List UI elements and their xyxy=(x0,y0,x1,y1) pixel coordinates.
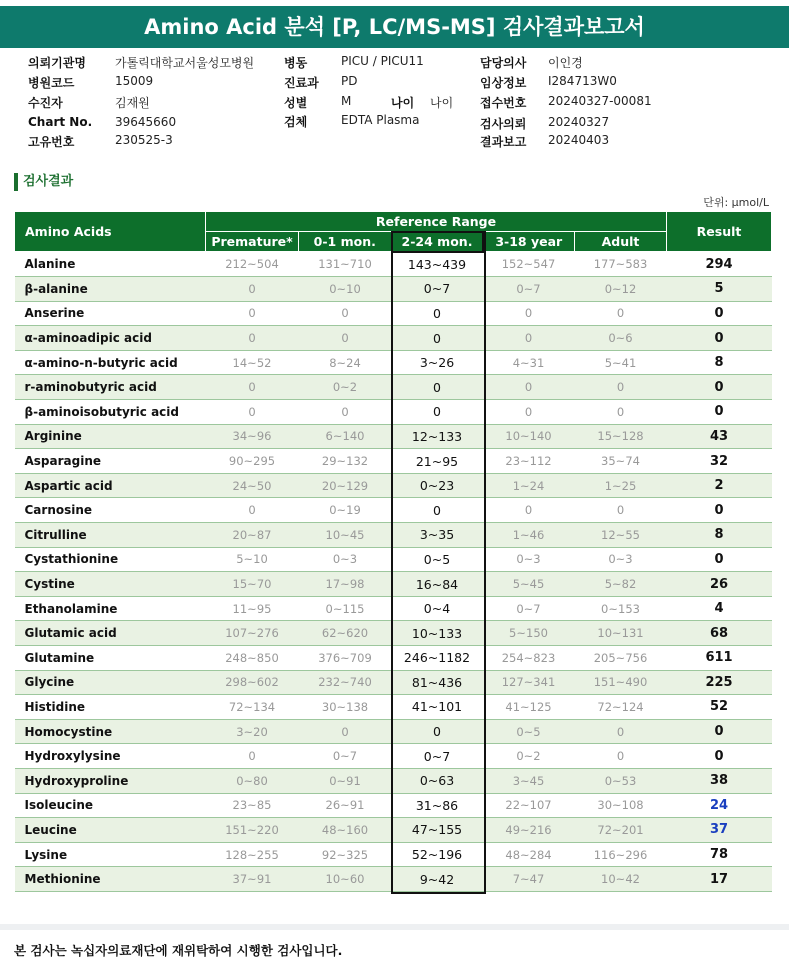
reference-range-cell: 37~91 xyxy=(206,867,299,892)
reference-range-cell: 0 xyxy=(206,498,299,523)
amino-acid-name: β-alanine xyxy=(15,277,206,302)
reference-range-cell: 0~2 xyxy=(299,375,392,400)
reference-range-cell: 0~7 xyxy=(299,744,392,769)
result-value: 78 xyxy=(667,842,772,867)
amino-acid-name: Homocystine xyxy=(15,719,206,744)
info-value: PD xyxy=(341,74,358,88)
reference-range-cell: 128~255 xyxy=(206,842,299,867)
reference-range-cell: 62~620 xyxy=(299,621,392,646)
amino-acid-name: α-amino-n-butyric acid xyxy=(15,350,206,375)
table-row xyxy=(15,277,772,302)
age-value: 나이 xyxy=(430,96,454,110)
reference-range-cell: 30~108 xyxy=(575,793,667,818)
table-row xyxy=(15,744,772,769)
amino-acid-name: Citrulline xyxy=(15,523,206,548)
reference-range-cell: 212~504 xyxy=(206,252,299,277)
reference-range-cell: 0 xyxy=(299,301,392,326)
info-value: 230525-3 xyxy=(115,133,173,147)
amino-acid-name: Lysine xyxy=(15,842,206,867)
reference-range-cell: 151~490 xyxy=(575,670,667,695)
reference-range-cell: 0 xyxy=(575,744,667,769)
result-value: 17 xyxy=(667,867,772,892)
info-value: M xyxy=(341,94,352,108)
reference-range-cell: 232~740 xyxy=(299,670,392,695)
info-value: 20240403 xyxy=(548,133,610,147)
reference-range-cell: 0~7 xyxy=(483,596,575,621)
reference-range-cell: 0 xyxy=(575,400,667,425)
reference-range-cell: 20~87 xyxy=(206,523,299,548)
reference-range-cell: 29~132 xyxy=(299,449,392,474)
reference-range-cell: 0~7 xyxy=(392,744,483,769)
section-title: 검사결과 xyxy=(14,173,73,191)
info-value: I284713W0 xyxy=(548,74,617,88)
reference-range-cell: 49~216 xyxy=(483,818,575,843)
reference-range-cell: 31~86 xyxy=(392,793,483,818)
table-row xyxy=(15,449,772,474)
reference-range-cell: 1~25 xyxy=(575,473,667,498)
amino-acid-name: Alanine xyxy=(15,252,206,277)
reference-range-cell: 4~31 xyxy=(483,350,575,375)
reference-range-cell: 0~91 xyxy=(299,768,392,793)
result-value: 0 xyxy=(667,719,772,744)
reference-range-cell: 0~6 xyxy=(575,326,667,351)
reference-range-cell: 34~96 xyxy=(206,424,299,449)
info-label: 병동 xyxy=(284,56,308,70)
reference-range-cell: 90~295 xyxy=(206,449,299,474)
reference-range-cell: 41~125 xyxy=(483,695,575,720)
reference-range-cell: 0~7 xyxy=(392,277,483,302)
reference-range-cell: 15~70 xyxy=(206,572,299,597)
reference-range-cell: 7~47 xyxy=(483,867,575,892)
info-label: 고유번호 xyxy=(28,135,75,149)
result-value: 2 xyxy=(667,473,772,498)
reference-range-cell: 0 xyxy=(206,277,299,302)
table-row xyxy=(15,301,772,326)
reference-range-cell: 10~133 xyxy=(392,621,483,646)
table-row xyxy=(15,621,772,646)
result-value: 24 xyxy=(667,793,772,818)
info-value: 15009 xyxy=(115,74,154,88)
info-value: 20240327 xyxy=(548,115,610,129)
result-value: 68 xyxy=(667,621,772,646)
reference-range-cell: 10~140 xyxy=(483,424,575,449)
footer-note: 본 검사는 녹십자의료재단에 재위탁하여 시행한 검사입니다. xyxy=(14,943,343,958)
table-row xyxy=(15,523,772,548)
table-row xyxy=(15,768,772,793)
table-row xyxy=(15,252,772,277)
info-label: 수진자 xyxy=(28,96,63,110)
amino-acid-name: r-aminobutyric acid xyxy=(15,375,206,400)
reference-range-cell: 23~85 xyxy=(206,793,299,818)
reference-range-cell: 248~850 xyxy=(206,646,299,671)
table-row xyxy=(15,547,772,572)
reference-range-cell: 24~50 xyxy=(206,473,299,498)
reference-range-cell: 0 xyxy=(392,375,483,400)
reference-range-cell: 152~547 xyxy=(483,252,575,277)
result-value: 4 xyxy=(667,596,772,621)
amino-acid-name: Hydroxyproline xyxy=(15,768,206,793)
unit-label: 단위: µmol/L xyxy=(703,196,769,209)
info-label: 결과보고 xyxy=(480,135,527,149)
reference-range-cell: 246~1182 xyxy=(392,646,483,671)
reference-range-cell: 3~45 xyxy=(483,768,575,793)
reference-range-cell: 5~41 xyxy=(575,350,667,375)
reference-range-cell: 0~4 xyxy=(392,596,483,621)
result-value: 8 xyxy=(667,350,772,375)
reference-range-cell: 0~10 xyxy=(299,277,392,302)
result-value: 32 xyxy=(667,449,772,474)
report-title: Amino Acid 분석 [P, LC/MS-MS] 검사결과보고서 xyxy=(0,6,789,48)
reference-range-cell: 0 xyxy=(206,375,299,400)
reference-range-cell: 127~341 xyxy=(483,670,575,695)
reference-range-cell: 47~155 xyxy=(392,818,483,843)
reference-range-cell: 21~95 xyxy=(392,449,483,474)
table-row xyxy=(15,424,772,449)
amino-acid-name: Leucine xyxy=(15,818,206,843)
reference-range-cell: 151~220 xyxy=(206,818,299,843)
result-value: 0 xyxy=(667,375,772,400)
info-label: 검체 xyxy=(284,115,308,129)
result-value: 294 xyxy=(667,252,772,277)
amino-acid-name: Glutamine xyxy=(15,646,206,671)
header-reference-range: Reference Range xyxy=(206,212,667,232)
reference-range-cell: 0~3 xyxy=(299,547,392,572)
header-result: Result xyxy=(667,212,772,252)
reference-range-cell: 30~138 xyxy=(299,695,392,720)
result-value: 37 xyxy=(667,818,772,843)
table-row xyxy=(15,793,772,818)
result-value: 5 xyxy=(667,277,772,302)
table-row xyxy=(15,400,772,425)
reference-range-cell: 26~91 xyxy=(299,793,392,818)
reference-range-cell: 0 xyxy=(483,400,575,425)
result-value: 8 xyxy=(667,523,772,548)
reference-range-cell: 0~63 xyxy=(392,768,483,793)
reference-range-cell: 23~112 xyxy=(483,449,575,474)
reference-range-cell: 14~52 xyxy=(206,350,299,375)
reference-range-cell: 0~2 xyxy=(483,744,575,769)
amino-acid-name: Histidine xyxy=(15,695,206,720)
result-value: 0 xyxy=(667,744,772,769)
reference-range-cell: 22~107 xyxy=(483,793,575,818)
amino-acid-name: Glutamic acid xyxy=(15,621,206,646)
reference-range-cell: 0 xyxy=(483,301,575,326)
reference-range-cell: 5~45 xyxy=(483,572,575,597)
reference-range-cell: 131~710 xyxy=(299,252,392,277)
reference-range-cell: 107~276 xyxy=(206,621,299,646)
reference-range-cell: 116~296 xyxy=(575,842,667,867)
result-value: 0 xyxy=(667,301,772,326)
reference-range-cell: 48~284 xyxy=(483,842,575,867)
reference-range-cell: 0~3 xyxy=(575,547,667,572)
info-label: 성별 xyxy=(284,96,308,110)
reference-range-cell: 15~128 xyxy=(575,424,667,449)
reference-range-cell: 0 xyxy=(483,326,575,351)
reference-range-cell: 72~134 xyxy=(206,695,299,720)
reference-range-cell: 48~160 xyxy=(299,818,392,843)
amino-acid-name: Anserine xyxy=(15,301,206,326)
reference-range-cell: 0 xyxy=(206,326,299,351)
reference-range-cell: 92~325 xyxy=(299,842,392,867)
reference-range-cell: 11~95 xyxy=(206,596,299,621)
reference-range-cell: 143~439 xyxy=(392,252,483,277)
reference-range-cell: 177~583 xyxy=(575,252,667,277)
info-value: 39645660 xyxy=(115,115,177,129)
info-label: 담당의사 xyxy=(480,56,527,70)
reference-range-cell: 0 xyxy=(299,400,392,425)
reference-range-cell: 0~5 xyxy=(483,719,575,744)
result-value: 43 xyxy=(667,424,772,449)
result-value: 26 xyxy=(667,572,772,597)
reference-range-cell: 35~74 xyxy=(575,449,667,474)
reference-range-cell: 0 xyxy=(392,326,483,351)
info-label: Chart No. xyxy=(28,115,93,129)
info-label: 접수번호 xyxy=(480,96,527,110)
result-value: 52 xyxy=(667,695,772,720)
header-range-3-18-year: 3-18 year xyxy=(483,232,575,252)
reference-range-cell: 10~42 xyxy=(575,867,667,892)
reference-range-cell: 0~115 xyxy=(299,596,392,621)
reference-range-cell: 0~7 xyxy=(483,277,575,302)
reference-range-cell: 5~150 xyxy=(483,621,575,646)
reference-range-cell: 0~3 xyxy=(483,547,575,572)
reference-range-cell: 12~55 xyxy=(575,523,667,548)
footer-divider xyxy=(0,924,789,930)
reference-range-cell: 0~5 xyxy=(392,547,483,572)
info-value: 이인경 xyxy=(548,56,583,70)
reference-range-cell: 1~24 xyxy=(483,473,575,498)
amino-acid-name: Aspartic acid xyxy=(15,473,206,498)
amino-acid-name: Hydroxylysine xyxy=(15,744,206,769)
results-table xyxy=(14,211,772,892)
age-label: 나이 xyxy=(391,96,415,110)
info-value: 20240327-00081 xyxy=(548,94,652,108)
reference-range-cell: 20~129 xyxy=(299,473,392,498)
reference-range-cell: 0 xyxy=(575,375,667,400)
table-row xyxy=(15,572,772,597)
reference-range-cell: 41~101 xyxy=(392,695,483,720)
header-amino-acids: Amino Acids xyxy=(15,212,206,252)
result-value: 0 xyxy=(667,498,772,523)
reference-range-cell: 72~201 xyxy=(575,818,667,843)
table-row xyxy=(15,695,772,720)
table-row xyxy=(15,350,772,375)
reference-range-cell: 0 xyxy=(206,301,299,326)
table-row xyxy=(15,375,772,400)
reference-range-cell: 10~60 xyxy=(299,867,392,892)
amino-acid-name: Glycine xyxy=(15,670,206,695)
reference-range-cell: 0 xyxy=(575,719,667,744)
reference-range-cell: 6~140 xyxy=(299,424,392,449)
reference-range-cell: 1~46 xyxy=(483,523,575,548)
reference-range-cell: 254~823 xyxy=(483,646,575,671)
reference-range-cell: 205~756 xyxy=(575,646,667,671)
info-label: 의뢰기관명 xyxy=(28,56,86,70)
table-row xyxy=(15,596,772,621)
reference-range-cell: 0 xyxy=(392,301,483,326)
reference-range-cell: 52~196 xyxy=(392,842,483,867)
reference-range-cell: 0 xyxy=(299,719,392,744)
amino-acid-name: Ethanolamine xyxy=(15,596,206,621)
amino-acid-name: Methionine xyxy=(15,867,206,892)
result-value: 0 xyxy=(667,547,772,572)
info-label: 병원코드 xyxy=(28,76,75,90)
header-range-premature: Premature* xyxy=(206,232,299,252)
reference-range-cell: 3~26 xyxy=(392,350,483,375)
reference-range-cell: 3~20 xyxy=(206,719,299,744)
reference-range-cell: 0~153 xyxy=(575,596,667,621)
reference-range-cell: 0 xyxy=(392,719,483,744)
reference-range-cell: 9~42 xyxy=(392,867,483,892)
reference-range-cell: 10~45 xyxy=(299,523,392,548)
reference-range-cell: 16~84 xyxy=(392,572,483,597)
amino-acid-name: Carnosine xyxy=(15,498,206,523)
table-row xyxy=(15,842,772,867)
table-row xyxy=(15,867,772,892)
table-row xyxy=(15,719,772,744)
reference-range-cell: 0 xyxy=(206,400,299,425)
result-value: 225 xyxy=(667,670,772,695)
reference-range-cell: 0 xyxy=(483,498,575,523)
amino-acid-name: Asparagine xyxy=(15,449,206,474)
reference-range-cell: 376~709 xyxy=(299,646,392,671)
reference-range-cell: 5~10 xyxy=(206,547,299,572)
reference-range-cell: 17~98 xyxy=(299,572,392,597)
reference-range-cell: 8~24 xyxy=(299,350,392,375)
header-range-adult: Adult xyxy=(575,232,667,252)
reference-range-cell: 0~53 xyxy=(575,768,667,793)
reference-range-cell: 72~124 xyxy=(575,695,667,720)
patient-info xyxy=(28,54,768,149)
result-value: 0 xyxy=(667,326,772,351)
reference-range-cell: 0 xyxy=(483,375,575,400)
info-value: 김재원 xyxy=(115,96,150,110)
reference-range-cell: 5~82 xyxy=(575,572,667,597)
info-label: 검사의뢰 xyxy=(480,117,527,131)
reference-range-cell: 0~23 xyxy=(392,473,483,498)
table-row xyxy=(15,473,772,498)
amino-acid-name: Cystathionine xyxy=(15,547,206,572)
amino-acid-name: β-aminoisobutyric acid xyxy=(15,400,206,425)
info-value: PICU / PICU11 xyxy=(341,54,424,68)
table-row xyxy=(15,818,772,843)
reference-range-cell: 12~133 xyxy=(392,424,483,449)
results-body xyxy=(15,252,772,892)
reference-range-cell: 0 xyxy=(299,326,392,351)
result-value: 0 xyxy=(667,400,772,425)
amino-acid-name: Cystine xyxy=(15,572,206,597)
info-label: 임상정보 xyxy=(480,76,527,90)
reference-range-cell: 3~35 xyxy=(392,523,483,548)
result-value: 611 xyxy=(667,646,772,671)
reference-range-cell: 0 xyxy=(575,498,667,523)
info-value: 가톨릭대학교서울성모병원 xyxy=(115,56,255,70)
reference-range-cell: 81~436 xyxy=(392,670,483,695)
reference-range-cell: 0~19 xyxy=(299,498,392,523)
reference-range-cell: 0 xyxy=(392,400,483,425)
reference-range-cell: 10~131 xyxy=(575,621,667,646)
reference-range-cell: 298~602 xyxy=(206,670,299,695)
header-range-2-24-mon: 2-24 mon. xyxy=(392,232,483,252)
reference-range-cell: 0~80 xyxy=(206,768,299,793)
table-row xyxy=(15,646,772,671)
amino-acid-name: α-aminoadipic acid xyxy=(15,326,206,351)
reference-range-cell: 0 xyxy=(392,498,483,523)
amino-acid-name: Arginine xyxy=(15,424,206,449)
reference-range-cell: 0~12 xyxy=(575,277,667,302)
info-label: 진료과 xyxy=(284,76,319,90)
reference-range-cell: 0 xyxy=(206,744,299,769)
table-row xyxy=(15,498,772,523)
info-value: EDTA Plasma xyxy=(341,113,420,127)
table-row xyxy=(15,670,772,695)
table-row xyxy=(15,326,772,351)
header-range-0-1-mon: 0-1 mon. xyxy=(299,232,392,252)
result-value: 38 xyxy=(667,768,772,793)
amino-acid-name: Isoleucine xyxy=(15,793,206,818)
reference-range-cell: 0 xyxy=(575,301,667,326)
